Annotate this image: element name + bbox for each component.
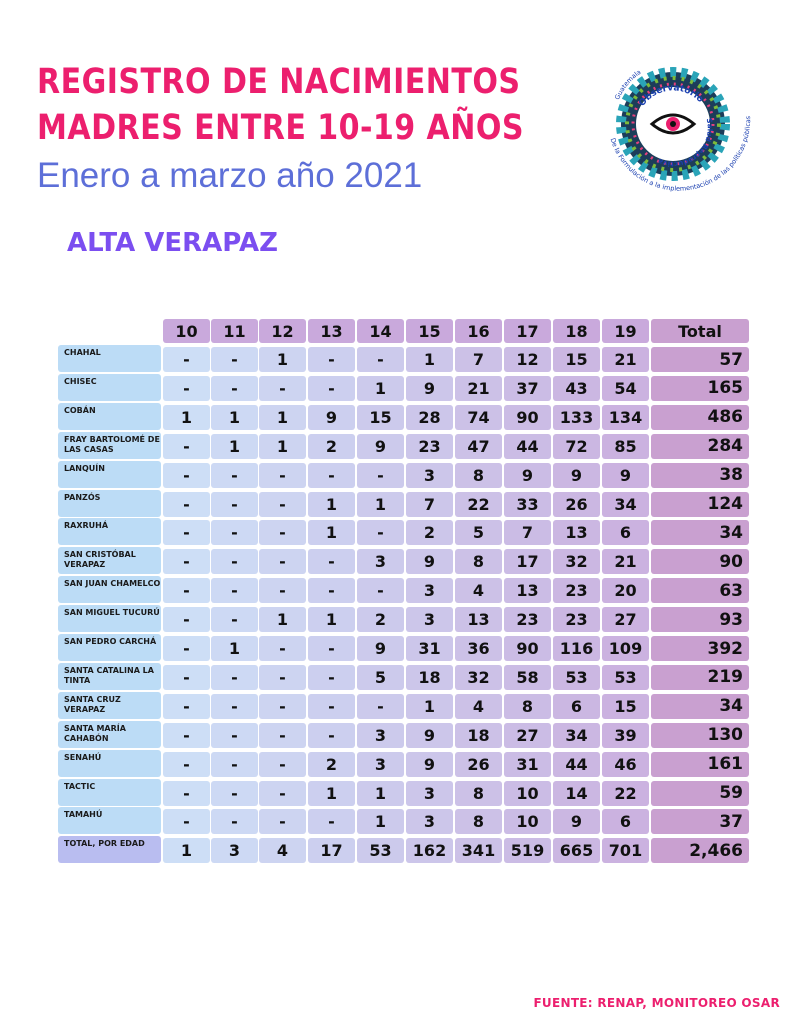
table-cell: 53 <box>602 665 649 690</box>
column-header-16: 16 <box>455 319 502 343</box>
table-cell: 27 <box>602 607 649 632</box>
municipality-label: SAN PEDRO CARCHÁ <box>58 634 161 661</box>
table-cell: - <box>259 665 306 690</box>
age-total-cell: 519 <box>504 838 551 863</box>
age-total-cell: 3 <box>211 838 258 863</box>
source-note: FUENTE: RENAP, MONITOREO OSAR <box>533 996 780 1010</box>
table-cell: 53 <box>553 665 600 690</box>
table-cell: 1 <box>308 607 355 632</box>
municipality-label: TACTIC <box>58 779 161 806</box>
table-cell: 28 <box>406 405 453 430</box>
table-cell: - <box>211 607 258 632</box>
table-cell: 9 <box>406 723 453 748</box>
table-cell: 1 <box>163 405 210 430</box>
municipality-label: SAN CRISTÓBAL VERAPAZ <box>58 547 161 574</box>
table-cell: 3 <box>357 752 404 777</box>
table-cell: - <box>259 520 306 545</box>
age-total-cell: 17 <box>308 838 355 863</box>
table-cell: 8 <box>455 549 502 574</box>
row-total-cell: 34 <box>651 520 749 545</box>
table-cell: - <box>211 463 258 488</box>
row-total-cell: 486 <box>651 405 749 430</box>
table-cell: 8 <box>504 694 551 719</box>
table-cell: 44 <box>553 752 600 777</box>
table-cell: - <box>163 492 210 517</box>
table-cell: 44 <box>504 434 551 459</box>
table-cell: 6 <box>602 809 649 834</box>
table-cell: 13 <box>504 578 551 603</box>
table-cell: - <box>259 809 306 834</box>
table-cell: - <box>163 781 210 806</box>
table-cell: - <box>308 809 355 834</box>
table-cell: - <box>259 723 306 748</box>
table-cell: 90 <box>504 636 551 661</box>
age-total-cell: 53 <box>357 838 404 863</box>
table-cell: - <box>163 752 210 777</box>
observatorio-logo <box>588 42 758 212</box>
table-cell: 9 <box>406 752 453 777</box>
column-header-15: 15 <box>406 319 453 343</box>
age-total-cell: 341 <box>455 838 502 863</box>
table-cell: 17 <box>504 549 551 574</box>
logo-top-text: Guatemala <box>613 68 643 101</box>
table-cell: - <box>308 665 355 690</box>
table-cell: 6 <box>553 694 600 719</box>
column-header-19: 19 <box>602 319 649 343</box>
table-cell: - <box>163 636 210 661</box>
table-cell: - <box>259 578 306 603</box>
table-cell: - <box>259 376 306 401</box>
table-cell: 34 <box>553 723 600 748</box>
table-cell: - <box>211 578 258 603</box>
municipality-label: FRAY BARTOLOMÉ DE LAS CASAS <box>58 432 161 459</box>
table-cell: - <box>211 723 258 748</box>
table-cell: - <box>308 376 355 401</box>
table-cell: 32 <box>455 665 502 690</box>
table-cell: 133 <box>553 405 600 430</box>
table-cell: 9 <box>553 809 600 834</box>
table-cell: 4 <box>455 694 502 719</box>
table-cell: 9 <box>357 434 404 459</box>
table-cell: 1 <box>211 405 258 430</box>
table-cell: 9 <box>602 463 649 488</box>
region-heading: ALTA VERAPAZ <box>67 228 278 258</box>
table-cell: 1 <box>259 405 306 430</box>
table-cell: 8 <box>455 781 502 806</box>
table-cell: 1 <box>308 520 355 545</box>
column-header-17: 17 <box>504 319 551 343</box>
table-cell: - <box>163 694 210 719</box>
table-cell: 3 <box>357 723 404 748</box>
table-cell: 3 <box>406 607 453 632</box>
table-cell: - <box>259 636 306 661</box>
table-cell: 18 <box>406 665 453 690</box>
table-cell: 3 <box>357 549 404 574</box>
table-cell: 46 <box>602 752 649 777</box>
row-total-cell: 93 <box>651 607 749 632</box>
table-cell: 2 <box>357 607 404 632</box>
table-cell: 1 <box>357 781 404 806</box>
table-cell: - <box>259 549 306 574</box>
table-cell: - <box>308 549 355 574</box>
table-cell: 32 <box>553 549 600 574</box>
column-header-12: 12 <box>259 319 306 343</box>
table-cell: 1 <box>406 694 453 719</box>
table-cell: - <box>163 549 210 574</box>
table-cell: - <box>357 520 404 545</box>
row-total-cell: 37 <box>651 809 749 834</box>
table-cell: 14 <box>553 781 600 806</box>
municipality-label: SAN JUAN CHAMELCO <box>58 576 161 603</box>
table-cell: 1 <box>308 492 355 517</box>
table-cell: 8 <box>455 463 502 488</box>
table-cell: 1 <box>357 492 404 517</box>
table-cell: 90 <box>504 405 551 430</box>
table-cell: 34 <box>602 492 649 517</box>
table-cell: - <box>163 520 210 545</box>
municipality-label: SENAHÚ <box>58 750 161 777</box>
table-cell: 2 <box>406 520 453 545</box>
table-cell: 1 <box>259 347 306 372</box>
table-cell: 10 <box>504 809 551 834</box>
table-cell: - <box>357 694 404 719</box>
table-cell: 23 <box>406 434 453 459</box>
table-cell: 22 <box>602 781 649 806</box>
table-cell: 23 <box>504 607 551 632</box>
table-cell: - <box>357 347 404 372</box>
table-cell: 26 <box>455 752 502 777</box>
table-cell: - <box>163 578 210 603</box>
table-cell: 10 <box>504 781 551 806</box>
table-cell: 8 <box>455 809 502 834</box>
age-total-cell: 665 <box>553 838 600 863</box>
municipality-label: RAXRUHÁ <box>58 518 161 545</box>
municipality-label: PANZÓS <box>58 490 161 517</box>
municipality-label: LANQUÍN <box>58 461 161 488</box>
row-total-cell: 392 <box>651 636 749 661</box>
table-cell: 116 <box>553 636 600 661</box>
table-cell: 7 <box>455 347 502 372</box>
table-cell: 9 <box>308 405 355 430</box>
table-cell: 72 <box>553 434 600 459</box>
table-cell: 58 <box>504 665 551 690</box>
table-cell: 85 <box>602 434 649 459</box>
table-cell: - <box>211 492 258 517</box>
age-total-cell: 162 <box>406 838 453 863</box>
table-cell: 13 <box>553 520 600 545</box>
table-cell: - <box>163 376 210 401</box>
municipality-label: COBÁN <box>58 403 161 430</box>
table-cell: - <box>163 723 210 748</box>
row-total-cell: 124 <box>651 492 749 517</box>
row-total-cell: 38 <box>651 463 749 488</box>
table-cell: - <box>357 463 404 488</box>
table-cell: 2 <box>308 434 355 459</box>
title-line-1: REGISTRO DE NACIMIENTOS <box>37 62 521 102</box>
table-cell: - <box>163 434 210 459</box>
table-cell: 43 <box>553 376 600 401</box>
table-cell: 21 <box>602 347 649 372</box>
logo-ring-text: De la Formulación a la implementación de las políticas públicas <box>608 115 753 193</box>
table-cell: - <box>211 520 258 545</box>
municipality-label: CHISEC <box>58 374 161 401</box>
table-cell: 5 <box>455 520 502 545</box>
table-cell: 22 <box>455 492 502 517</box>
table-cell: 39 <box>602 723 649 748</box>
table-cell: - <box>308 723 355 748</box>
row-total-cell: 284 <box>651 434 749 459</box>
row-total-cell: 34 <box>651 694 749 719</box>
table-cell: - <box>308 694 355 719</box>
table-cell: - <box>308 578 355 603</box>
municipality-label: SAN MIGUEL TUCURÚ <box>58 605 161 632</box>
age-total-cell: 4 <box>259 838 306 863</box>
column-header-10: 10 <box>163 319 210 343</box>
municipality-label: SANTA CATALINA LA TINTA <box>58 663 161 690</box>
row-total-cell: 59 <box>651 781 749 806</box>
table-cell: 13 <box>455 607 502 632</box>
logo-inner-bottom: Salud Reproductiva <box>656 117 714 168</box>
column-header-13: 13 <box>308 319 355 343</box>
table-cell: 15 <box>553 347 600 372</box>
table-cell: 47 <box>455 434 502 459</box>
table-cell: 23 <box>553 607 600 632</box>
municipality-label: SANTA CRUZ VERAPAZ <box>58 692 161 719</box>
table-cell: 18 <box>455 723 502 748</box>
table-cell: 6 <box>602 520 649 545</box>
table-cell: 2 <box>308 752 355 777</box>
column-header-18: 18 <box>553 319 600 343</box>
table-cell: 1 <box>259 607 306 632</box>
table-cell: 3 <box>406 781 453 806</box>
table-cell: 7 <box>406 492 453 517</box>
table-cell: 3 <box>406 578 453 603</box>
table-cell: - <box>211 694 258 719</box>
table-cell: 15 <box>602 694 649 719</box>
table-cell: - <box>163 607 210 632</box>
table-cell: - <box>211 809 258 834</box>
municipality-label: TAMAHÚ <box>58 807 161 834</box>
table-cell: 9 <box>406 376 453 401</box>
table-cell: 1 <box>308 781 355 806</box>
row-total-cell: 90 <box>651 549 749 574</box>
table-cell: 9 <box>357 636 404 661</box>
table-cell: 31 <box>504 752 551 777</box>
table-cell: 37 <box>504 376 551 401</box>
title-line-2: MADRES ENTRE 10-19 AÑOS <box>37 108 525 148</box>
age-total-cell: 1 <box>163 838 210 863</box>
table-cell: - <box>163 809 210 834</box>
table-cell: 1 <box>406 347 453 372</box>
table-cell: 15 <box>357 405 404 430</box>
row-total-cell: 130 <box>651 723 749 748</box>
table-cell: 9 <box>504 463 551 488</box>
table-cell: - <box>211 665 258 690</box>
table-cell: - <box>259 781 306 806</box>
table-cell: 1 <box>357 376 404 401</box>
municipality-label: SANTA MARÍA CAHABÓN <box>58 721 161 748</box>
table-cell: 20 <box>602 578 649 603</box>
table-cell: 7 <box>504 520 551 545</box>
table-cell: - <box>211 347 258 372</box>
table-cell: 12 <box>504 347 551 372</box>
table-cell: 21 <box>455 376 502 401</box>
table-cell: - <box>163 665 210 690</box>
municipality-label: CHAHAL <box>58 345 161 372</box>
table-cell: 23 <box>553 578 600 603</box>
age-total-cell: 701 <box>602 838 649 863</box>
table-cell: 9 <box>553 463 600 488</box>
row-total-cell: 165 <box>651 376 749 401</box>
table-cell: - <box>211 781 258 806</box>
table-cell: 5 <box>357 665 404 690</box>
logo-inner-top: Observatorio <box>637 83 706 109</box>
table-cell: - <box>211 376 258 401</box>
row-total-cell: 63 <box>651 578 749 603</box>
table-cell: 1 <box>211 636 258 661</box>
table-cell: 74 <box>455 405 502 430</box>
table-cell: 54 <box>602 376 649 401</box>
table-cell: - <box>163 463 210 488</box>
table-cell: 21 <box>602 549 649 574</box>
table-cell: 3 <box>406 463 453 488</box>
subtitle: Enero a marzo año 2021 <box>37 156 423 195</box>
table-cell: 1 <box>259 434 306 459</box>
table-cell: 1 <box>211 434 258 459</box>
grand-total-cell: 2,466 <box>651 838 749 863</box>
table-cell: - <box>259 694 306 719</box>
table-cell: - <box>357 578 404 603</box>
table-cell: 4 <box>455 578 502 603</box>
eye-icon <box>652 115 694 133</box>
table-cell: - <box>259 492 306 517</box>
table-cell: 3 <box>406 809 453 834</box>
table-cell: - <box>211 549 258 574</box>
table-cell: 27 <box>504 723 551 748</box>
row-total-cell: 57 <box>651 347 749 372</box>
table-cell: 1 <box>357 809 404 834</box>
table-cell: - <box>211 752 258 777</box>
table-cell: 31 <box>406 636 453 661</box>
table-cell: - <box>163 347 210 372</box>
table-cell: - <box>308 463 355 488</box>
column-header-14: 14 <box>357 319 404 343</box>
table-cell: 33 <box>504 492 551 517</box>
table-cell: - <box>308 347 355 372</box>
column-header-total: Total <box>651 319 749 343</box>
totals-row-label: TOTAL, POR EDAD <box>58 836 161 863</box>
table-cell: 9 <box>406 549 453 574</box>
table-cell: 26 <box>553 492 600 517</box>
column-header-11: 11 <box>211 319 258 343</box>
table-cell: 134 <box>602 405 649 430</box>
table-cell: - <box>259 463 306 488</box>
table-cell: - <box>259 752 306 777</box>
table-cell: 36 <box>455 636 502 661</box>
table-cell: 109 <box>602 636 649 661</box>
table-cell: - <box>308 636 355 661</box>
row-total-cell: 161 <box>651 752 749 777</box>
row-total-cell: 219 <box>651 665 749 690</box>
